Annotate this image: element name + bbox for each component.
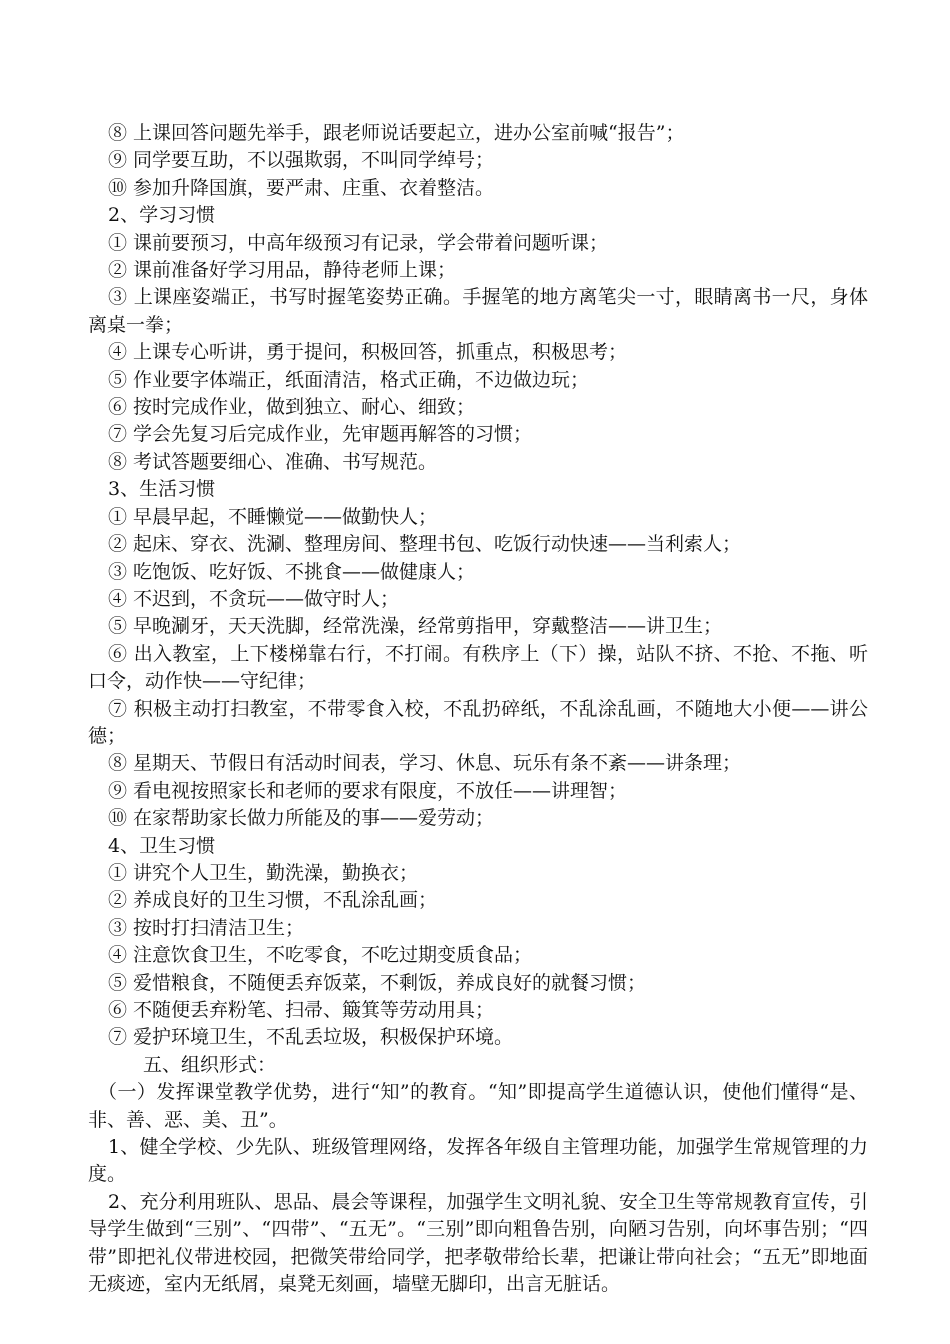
- paragraph-line: ① 早晨早起，不睡懒觉——做勤快人；: [108, 505, 438, 528]
- paragraph-line: ⑨ 看电视按照家长和老师的要求有限度，不放任——讲理智；: [108, 779, 628, 802]
- paragraph-line: （一）发挥课堂教学优势，进行“知”的教育。“知”即提高学生道德认识，使他们懂得“是、非、善、恶、美、丑”。: [88, 1081, 868, 1131]
- paragraph-line: ⑩ 在家帮助家长做力所能及的事——爱劳动；: [108, 807, 495, 830]
- paragraph-line: ④ 上课专心听讲，勇于提问，积极回答，抓重点，积极思考；: [108, 341, 628, 364]
- paragraph-line: 2、学习习惯: [108, 204, 216, 227]
- paragraph-line: ⑧ 上课回答问题先举手，跟老师说话要起立，进办公室前喊“报告”；: [108, 122, 685, 144]
- paragraph-line: ① 讲究个人卫生，勤洗澡，勤换衣；: [108, 861, 419, 884]
- paragraph-line: ① 课前要预习，中高年级预习有记录，学会带着问题听课；: [108, 231, 609, 254]
- paragraph-line: ⑤ 爱惜粮食，不随便丢弃饭菜，不剩饭，养成良好的就餐习惯；: [108, 971, 647, 994]
- paragraph-line: ④ 不迟到，不贪玩——做守时人；: [108, 587, 400, 610]
- paragraph-line: ② 起床、穿衣、洗涮、整理房间、整理书包、吃饭行动快速——当利索人；: [108, 533, 742, 556]
- paragraph-line: ⑥ 不随便丢弃粉笔、扫帚、簸箕等劳动用具；: [108, 999, 495, 1021]
- paragraph-line: ② 课前准备好学习用品，静待老师上课；: [108, 259, 457, 282]
- paragraph-line: ⑦ 积极主动打扫教室，不带零食入校，不乱扔碎纸，不乱涂乱画，不随地大小便——讲公德；: [88, 697, 868, 747]
- paragraph-line: ⑦ 爱护环境卫生，不乱丢垃圾，积极保护环境。: [108, 1026, 514, 1049]
- paragraph-line: ⑨ 同学要互助，不以强欺弱，不叫同学绰号；: [108, 149, 495, 172]
- paragraph-line: ③ 按时打扫清洁卫生；: [108, 916, 305, 939]
- paragraph-line: 1、健全学校、少先队、班级管理网络，发挥各年级自主管理功能，加强学生常规管理的力度。: [88, 1136, 868, 1186]
- paragraph-line: ② 养成良好的卫生习惯，不乱涂乱画；: [108, 889, 438, 912]
- paragraph-line: ⑩ 参加升降国旗，要严肃、庄重、衣着整洁。: [108, 176, 495, 199]
- paragraph-line: ⑥ 按时完成作业，做到独立、耐心、细致；: [108, 396, 476, 419]
- paragraph-line: ③ 吃饱饭、吃好饭、不挑食——做健康人；: [108, 560, 476, 583]
- paragraph-line: ⑤ 早晚涮牙，天天洗脚，经常洗澡，经常剪指甲，穿戴整洁——讲卫生；: [108, 615, 723, 638]
- paragraph-line: 4、卫生习惯: [108, 834, 216, 857]
- paragraph-line: ③ 上课座姿端正，书写时握笔姿势正确。手握笔的地方离笔尖一寸，眼睛离书一尺，身体离桌一拳；: [88, 286, 868, 336]
- paragraph-line: ⑧ 考试答题要细心、准确、书写规范。: [108, 450, 438, 473]
- paragraph-line: 3、生活习惯: [108, 478, 216, 501]
- paragraph-line: ⑧ 星期天、节假日有活动时间表，学习、休息、玩乐有条不紊——讲条理；: [108, 752, 742, 775]
- paragraph-line: 2、充分利用班队、思品、晨会等课程，加强学生文明礼貌、安全卫生等常规教育宣传，引导学生做到“三别”、“四带”、“五无”。“三别”即向粗鲁告别，向陋习告别，向坏事告别；“四带”即把礼仪带进校园，把微笑带给同学，把孝敬带给长辈，把谦让带向社会；“五无”即地面无痰迹，室内无纸屑，桌凳无刻画，墙壁无脚印，出言无脏话。: [88, 1190, 868, 1296]
- paragraph-line: 五、组织形式：: [143, 1053, 277, 1076]
- paragraph-line: ④ 注意饮食卫生，不吃零食，不吃过期变质食品；: [108, 944, 533, 967]
- paragraph-line: ⑥ 出入教室，上下楼梯靠右行，不打闹。有秩序上（下）操，站队不挤、不抢、不拖、听口令，动作快——守纪律；: [88, 642, 868, 693]
- document-page: [88, 120, 868, 1298]
- paragraph-line: ⑦ 学会先复习后完成作业，先审题再解答的习惯；: [108, 423, 533, 446]
- paragraph-line: ⑤ 作业要字体端正，纸面清洁，格式正确，不边做边玩；: [108, 368, 590, 391]
